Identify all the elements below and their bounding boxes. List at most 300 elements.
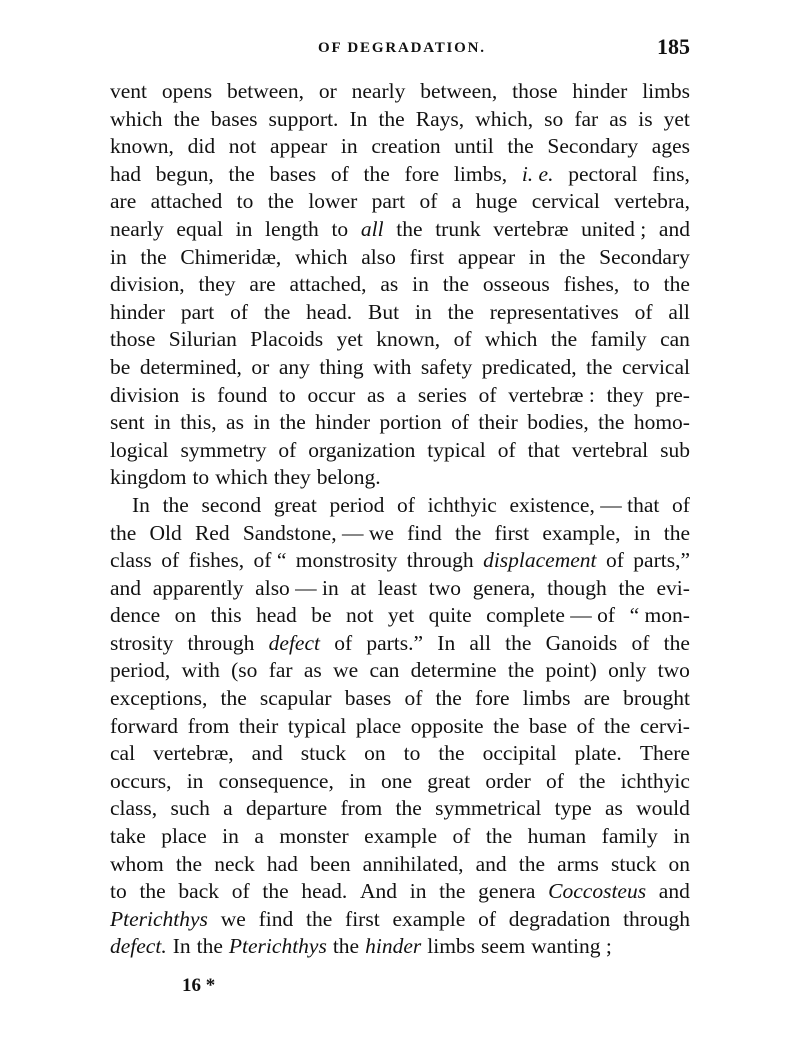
word: cal [110,741,136,766]
word: vertebræ, [153,741,234,766]
word: only [608,658,647,683]
word: fore [404,161,440,186]
word: the [279,410,306,435]
word: their [478,410,518,435]
word: symmetrical [435,796,542,821]
word: which [294,244,348,269]
word: symmetry [180,437,267,462]
word: degradation [508,906,611,931]
word: cervical [531,189,600,214]
word: occipital [482,741,557,766]
word: typical [287,713,347,738]
word: consequence, [218,768,334,793]
word: plate. [574,741,622,766]
word: we [220,906,246,931]
word: division, [110,272,185,297]
word: Ganoids [545,630,618,655]
word: support. [268,106,339,131]
word: opposite [410,713,484,738]
word: find [258,906,294,931]
word: or [251,354,270,379]
word: to [633,272,650,297]
word: first [409,244,445,269]
word: organization [308,437,416,462]
word: the [175,851,203,876]
word: “ mon- [629,603,690,628]
word: as [609,106,628,131]
word: can [369,658,400,683]
word: But [368,299,400,324]
word: period [329,492,385,517]
word: far [268,658,293,683]
word: to [192,465,210,490]
word: from [340,796,383,821]
text-line [110,851,690,879]
word: of [330,161,349,186]
word: cervical [621,354,690,379]
word: monster [279,824,349,849]
word: would [636,796,690,821]
word: least [377,575,418,600]
word: Chimeridæ, [180,244,282,269]
word: strosity [110,630,174,655]
word: of [634,299,653,324]
word: of [230,299,249,324]
word: pre- [655,382,690,407]
word: determine [410,658,497,683]
word: seem [481,934,526,959]
word: which, [475,106,534,131]
word: stuck [300,741,347,766]
word: did [187,134,216,159]
word: in [222,824,239,849]
word: the [435,686,462,711]
word: the [663,630,690,655]
word: the [262,879,289,904]
word: all [360,216,384,241]
word: of [451,410,469,435]
text-line [110,271,690,299]
word: In [172,934,191,959]
word: fishes, [188,548,245,573]
text-line [110,326,690,354]
word: through [406,548,474,573]
word: of [419,189,438,214]
word: a [396,382,407,407]
word: at [350,575,366,600]
word: a [223,796,233,821]
word: can [660,327,690,352]
text-line [110,906,690,934]
word: evi- [656,575,690,600]
word: ichthyic [620,768,690,793]
running-head: OF DEGRADATION. [318,40,486,56]
word: of [161,548,180,573]
word: of “ [253,548,287,573]
word: In [132,492,150,517]
word: as [226,410,244,435]
text-line [110,464,690,492]
word: limbs [642,79,690,103]
word: vertebra, [614,189,690,214]
word: though [547,575,607,600]
word: which [110,106,163,131]
word: found [217,382,268,407]
word: Silurian [168,327,237,352]
word: take [110,824,146,849]
word: opens [161,79,213,103]
word: head [256,603,297,628]
word: attached [150,189,223,214]
word: the [305,906,333,931]
word: so [544,106,564,131]
word: ages [651,134,690,159]
word: been [309,851,351,876]
word: in [349,768,366,793]
word: head. [306,299,353,324]
word: monstrosity [295,548,398,573]
text-line [110,78,690,106]
word: on [174,603,197,628]
word: of [397,492,415,517]
word: they [273,465,311,490]
book-page [110,30,690,961]
word: thing [319,354,364,379]
word: parts,” [633,548,690,573]
word: hinder [315,410,371,435]
word: the [447,299,474,324]
word: logical [110,437,169,462]
word: Pterichthys [110,906,208,931]
word: in [186,768,204,793]
word: to [236,189,254,214]
word: appear [457,244,516,269]
text-line [110,933,690,961]
word: There [639,741,690,766]
word: or [318,79,337,103]
word: sent [110,410,145,435]
word: all [469,630,491,655]
page-number: 185 [657,34,690,59]
word: the [396,216,423,241]
word: huge [475,189,518,214]
word: Placoids [250,327,324,352]
word: scapular [259,686,332,711]
word: apparently [152,575,244,600]
text-line [110,685,690,713]
word: of [231,879,250,904]
word: of [478,382,497,407]
word: in [235,216,253,241]
word: kingdom [110,465,187,490]
word: known, [110,134,174,159]
text-line [110,492,690,520]
word: find [407,520,442,545]
word: of [631,630,650,655]
word: quite [428,603,472,628]
word: the [618,575,645,600]
text-line [110,409,690,437]
word: lower [308,189,358,214]
word: trunk [435,216,481,241]
word: second [201,492,262,517]
text-line [110,713,690,741]
word: also — in [255,575,339,600]
word: the [507,658,535,683]
word: genera, [472,575,536,600]
word: the [162,492,189,517]
word: their [238,713,279,738]
word: typical [427,437,486,462]
word: of [278,437,297,462]
text-line [110,740,690,768]
word: (so [231,658,258,683]
word: far [574,106,599,131]
word: place [161,824,207,849]
word: is [638,106,653,131]
word: the [579,768,606,793]
word: the [139,879,166,904]
word: In [349,106,368,131]
word: until [454,134,494,159]
word: place [355,713,402,738]
word: determined, [139,354,242,379]
word: the [559,244,586,269]
word: the [439,879,466,904]
word: as [366,382,385,407]
word: Sandstone, — we [242,520,394,545]
word: the [586,354,613,379]
word: creation [371,134,441,159]
word: i. e. [521,161,554,186]
word: the [263,299,291,324]
word: fins, [652,161,690,186]
word: complete — of [486,603,616,628]
word: Secondary [599,244,690,269]
word: had [266,851,298,876]
text-line [110,437,690,465]
word: series [417,382,467,407]
word: pectoral [568,161,638,186]
word: base [528,713,568,738]
word: sub [660,437,690,462]
word: they [606,382,644,407]
word: those [110,327,156,352]
word: example, [542,520,621,545]
word: division [110,382,180,407]
word: fishes, [563,272,620,297]
word: the [598,410,625,435]
word: part [180,299,215,324]
word: order [485,768,531,793]
word: brought [623,686,690,711]
text-line [110,878,690,906]
word: as [303,658,322,683]
text-line [110,768,690,796]
word: of [404,686,423,711]
word: part [371,189,406,214]
word: two [428,575,462,600]
word: of [546,768,564,793]
word: yet [663,106,690,131]
word: bases [344,686,392,711]
word: of [452,824,471,849]
word: first [345,906,380,931]
word: any [278,354,310,379]
word: displacement [483,548,597,573]
word: of [576,713,595,738]
word: And [360,879,398,904]
word: period, [110,658,171,683]
word: two [657,658,690,683]
word: nearly [110,216,164,241]
word: this, [180,410,217,435]
word: the [438,741,465,766]
word: in [673,824,690,849]
word: such [170,796,210,821]
word: not [228,134,257,159]
word: and [475,851,507,876]
word: are [583,686,610,711]
word: yet [387,603,415,628]
word: example [392,906,466,931]
word: Old [149,520,182,545]
page-header [110,30,690,66]
word: to [279,382,296,407]
word: the [663,272,690,297]
word: the [493,713,520,738]
text-line [110,188,690,216]
word: those [512,79,558,103]
word: the [196,934,223,959]
word: this [210,603,242,628]
word: one [381,768,413,793]
word: and [658,879,690,904]
word: length [265,216,319,241]
word: stuck [611,851,657,876]
word: in [154,410,171,435]
text-line [110,244,690,272]
word: of [671,492,690,517]
word: between, [420,79,498,103]
word: cervi- [639,713,690,738]
word: defect [268,630,320,655]
word: occur [307,382,356,407]
word: with [373,354,412,379]
word: ichthyic [427,492,497,517]
word: class, [110,796,158,821]
word: osseous [482,272,550,297]
word: appear [269,134,328,159]
text-line [110,216,690,244]
text-line [110,299,690,327]
word: nearly [351,79,406,103]
word: the [663,520,690,545]
word: vent [110,79,148,103]
word: are [249,272,276,297]
word: known, [376,327,441,352]
word: a [451,189,462,214]
text-line [110,602,690,630]
word: in [340,134,358,159]
word: arms [557,851,599,876]
word: neck [214,851,255,876]
word: homo- [633,410,690,435]
word: the [220,686,247,711]
word: the [378,106,405,131]
text-line [110,823,690,851]
word: the [505,630,532,655]
word: dence [110,603,161,628]
word: vertebræ [493,216,569,241]
word: existence, — that [509,492,660,517]
word: the [485,824,513,849]
word: the [140,244,167,269]
word: vertebral [571,437,649,462]
word: and [658,216,690,241]
word: in [528,244,546,269]
word: the [454,520,482,545]
word: the [363,161,390,186]
word: in [412,272,429,297]
word: the [267,189,294,214]
text-line [110,795,690,823]
word: the [442,272,470,297]
word: representatives [489,299,619,324]
word: Pterichthys [228,934,327,959]
word: as [604,796,623,821]
word: not [345,603,374,628]
word: first [494,520,530,545]
word: whom [110,851,164,876]
word: which [484,327,538,352]
word: in [633,520,651,545]
word: In [437,630,456,655]
word: limbs [427,934,476,959]
word: bases [269,161,317,186]
word: portion [379,410,442,435]
word: occurs, [110,768,172,793]
word: genera [478,879,536,904]
word: with [181,658,220,683]
word: departure [245,796,328,821]
word: parts.” [366,630,424,655]
text-line [110,106,690,134]
word: and [251,741,283,766]
word: safety [420,354,473,379]
word: class [110,548,152,573]
word: belong. [316,465,381,490]
word: is [191,382,206,407]
word: all [668,299,690,324]
word: example [364,824,437,849]
word: in [253,410,271,435]
text-line [110,520,690,548]
word: in [414,299,432,324]
text-line [110,161,690,189]
word: a [254,824,264,849]
word: family [601,824,658,849]
word: the [507,134,534,159]
word: united ; [581,216,647,241]
word: which [215,465,268,490]
word: Coccosteus [548,879,647,904]
word: back [178,879,220,904]
word: great [427,768,471,793]
word: begun, [155,161,214,186]
word: of [478,906,496,931]
word: had [110,161,142,186]
